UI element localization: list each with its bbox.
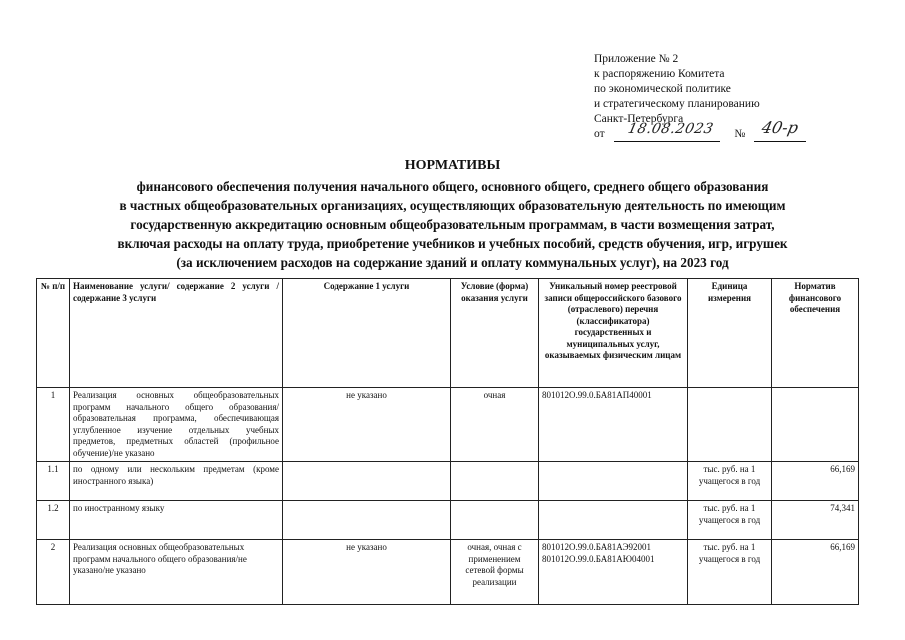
cell-unique-number xyxy=(539,462,688,501)
table-header-row xyxy=(37,279,859,388)
header-condition: Условие (форма) оказания услуги xyxy=(451,279,539,388)
table-row xyxy=(37,501,859,540)
header-norm: Норматив финансового обеспечения xyxy=(772,279,859,388)
cell-unit: тыс. руб. на 1 учащегося в год xyxy=(688,501,772,540)
table-row xyxy=(37,462,859,501)
appendix-line: Санкт-Петербурга xyxy=(594,113,684,125)
appendix-line: по экономической политике xyxy=(594,83,731,95)
cell-unique-number: 801012О.99.0.БА81АП40001 xyxy=(539,388,688,462)
cell-num: 1 xyxy=(37,388,70,462)
cell-unit xyxy=(688,388,772,462)
header-unique-number: Уникальный номер реестровой записи общероссийского базового (отраслевого) перечня (классификатора) государственных и муниципальных услуг, оказываемых физическим лицам xyxy=(539,279,688,388)
document-heading xyxy=(40,157,865,272)
appendix-line: и стратегическому планированию xyxy=(594,98,760,110)
handwritten-number: 40-р xyxy=(760,118,801,137)
cell-num: 1.1 xyxy=(37,462,70,501)
cell-condition: очная, очная с применением сетевой формы реализации xyxy=(451,540,539,605)
cell-name: по одному или нескольким предметам (кроме иностранного языка) xyxy=(70,462,283,501)
header-content1: Содержание 1 услуги xyxy=(283,279,451,388)
table-row xyxy=(37,388,859,462)
appendix-block xyxy=(594,52,894,142)
appendix-line: Приложение № 2 xyxy=(594,53,679,65)
cell-unit: тыс. руб. на 1 учащегося в год xyxy=(688,462,772,501)
cell-condition: очная xyxy=(451,388,539,462)
cell-unit: тыс. руб. на 1 учащегося в год xyxy=(688,540,772,605)
number-field xyxy=(754,118,806,142)
cell-norm xyxy=(772,388,859,462)
cell-content1: не указано xyxy=(283,388,451,462)
heading-line: (за исключением расходов на содержание зданий и оплату коммунальных услуг), на 2023 год xyxy=(176,255,729,270)
cell-norm: 66,169 xyxy=(772,540,859,605)
cell-name: Реализация основных общеобразовательных программ начального общего образования/образовательная программа, обеспечивающая углубленное изучение отдельных учебных предметов, предметных областей (профильное обучение)/не указано xyxy=(70,388,283,462)
header-num: № п/п xyxy=(37,279,70,388)
cell-condition xyxy=(451,501,539,540)
norms-table xyxy=(36,278,859,605)
cell-unique-number xyxy=(539,501,688,540)
cell-num: 2 xyxy=(37,540,70,605)
heading-line: в частных общеобразовательных организациях, осуществляющих образовательную деятельность по имеющим xyxy=(119,198,786,213)
from-label: от xyxy=(594,128,605,140)
appendix-line: к распоряжению Комитета xyxy=(594,68,725,80)
cell-norm: 66,169 xyxy=(772,462,859,501)
heading-line: государственную аккредитацию основным общеобразовательным программам, в части возмещения затрат, xyxy=(130,217,775,232)
handwritten-date: 18.08.2023 xyxy=(625,121,715,137)
cell-content1 xyxy=(283,462,451,501)
cell-name: Реализация основных общеобразовательных программ начального общего образования/не указано/не указано xyxy=(70,540,283,605)
cell-condition xyxy=(451,462,539,501)
cell-num: 1.2 xyxy=(37,501,70,540)
heading-line: финансового обеспечения получения начального общего, основного общего, среднего общего образования xyxy=(136,179,769,194)
cell-unique-number: 801012О.99.0.БА81АЭ92001 801012О.99.0.БА81АЮ04001 xyxy=(539,540,688,605)
header-unit: Единица измерения xyxy=(688,279,772,388)
number-label: № xyxy=(734,128,746,140)
cell-content1 xyxy=(283,501,451,540)
cell-content1: не указано xyxy=(283,540,451,605)
table-row xyxy=(37,540,859,605)
cell-norm: 74,341 xyxy=(772,501,859,540)
date-field xyxy=(614,121,720,142)
cell-name: по иностранному языку xyxy=(70,501,283,540)
document-title: НОРМАТИВЫ xyxy=(404,158,501,173)
header-name: Наименование услуги/ содержание 2 услуги / содержание 3 услуги xyxy=(70,279,283,388)
heading-line: включая расходы на оплату труда, приобретение учебников и учебных пособий, средств обучения, игр, игрушек xyxy=(117,236,788,251)
